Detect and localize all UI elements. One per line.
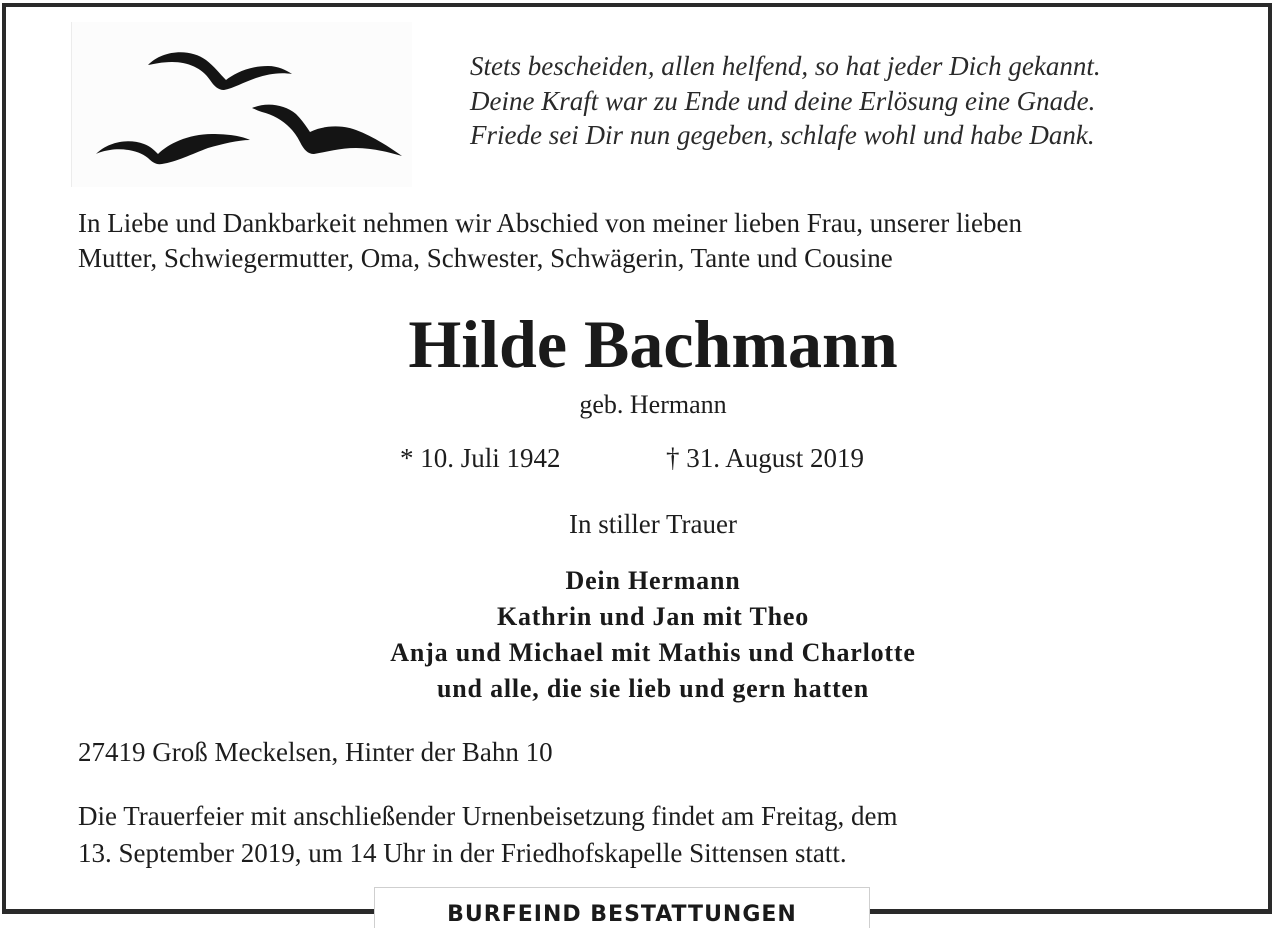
undertaker-name: BURFEIND BESTATTUNGEN (447, 902, 797, 927)
mourning-heading: In stiller Trauer (569, 509, 737, 539)
poem-line: Stets bescheiden, allen helfend, so hat jeder Dich gekannt. (470, 51, 1101, 81)
mourners-list (0, 563, 1280, 707)
flying-birds-icon (72, 22, 412, 187)
mourner-line: Dein Hermann (565, 566, 741, 595)
funeral-service-text (78, 798, 1258, 872)
mourner-line: und alle, die sie lieb und gern hatten (436, 674, 870, 703)
family-address: 27419 Groß Meckelsen, Hinter der Bahn 10 (78, 737, 553, 767)
mourner-line: Anja und Michael mit Mathis und Charlotte (390, 638, 916, 667)
bird-top (148, 52, 292, 90)
birds-image (71, 22, 412, 187)
maiden-name: geb. Hermann (579, 390, 727, 419)
poem-verse (470, 49, 1260, 153)
service-line: 13. September 2019, um 14 Uhr in der Friedhofskapelle Sittensen statt. (78, 838, 847, 868)
bird-bottom-left (96, 134, 250, 164)
intro-line: Mutter, Schwiegermutter, Oma, Schwester, Schwägerin, Tante und Cousine (78, 243, 893, 273)
intro-text (78, 206, 1258, 276)
service-line: Die Trauerfeier mit anschließender Urnenbeisetzung findet am Freitag, dem (78, 801, 898, 831)
poem-line: Friede sei Dir nun gegeben, schlafe wohl und habe Dank. (470, 120, 1095, 150)
birth-date: * 10. Juli 1942 (400, 443, 561, 473)
poem-line: Deine Kraft war zu Ende und deine Erlösung eine Gnade. (470, 85, 1096, 116)
notice-border-bottom-left (2, 909, 374, 914)
death-date: † 31. August 2019 (666, 443, 865, 473)
undertaker-label (374, 887, 870, 928)
notice-border-bottom-right (870, 909, 1272, 914)
deceased-name: Hilde Bachmann (408, 306, 898, 382)
mourner-line: Kathrin und Jan mit Theo (496, 602, 810, 631)
intro-line: In Liebe und Dankbarkeit nehmen wir Abschied von meiner lieben Frau, unserer lieben (78, 208, 1022, 238)
bird-right (252, 105, 402, 156)
